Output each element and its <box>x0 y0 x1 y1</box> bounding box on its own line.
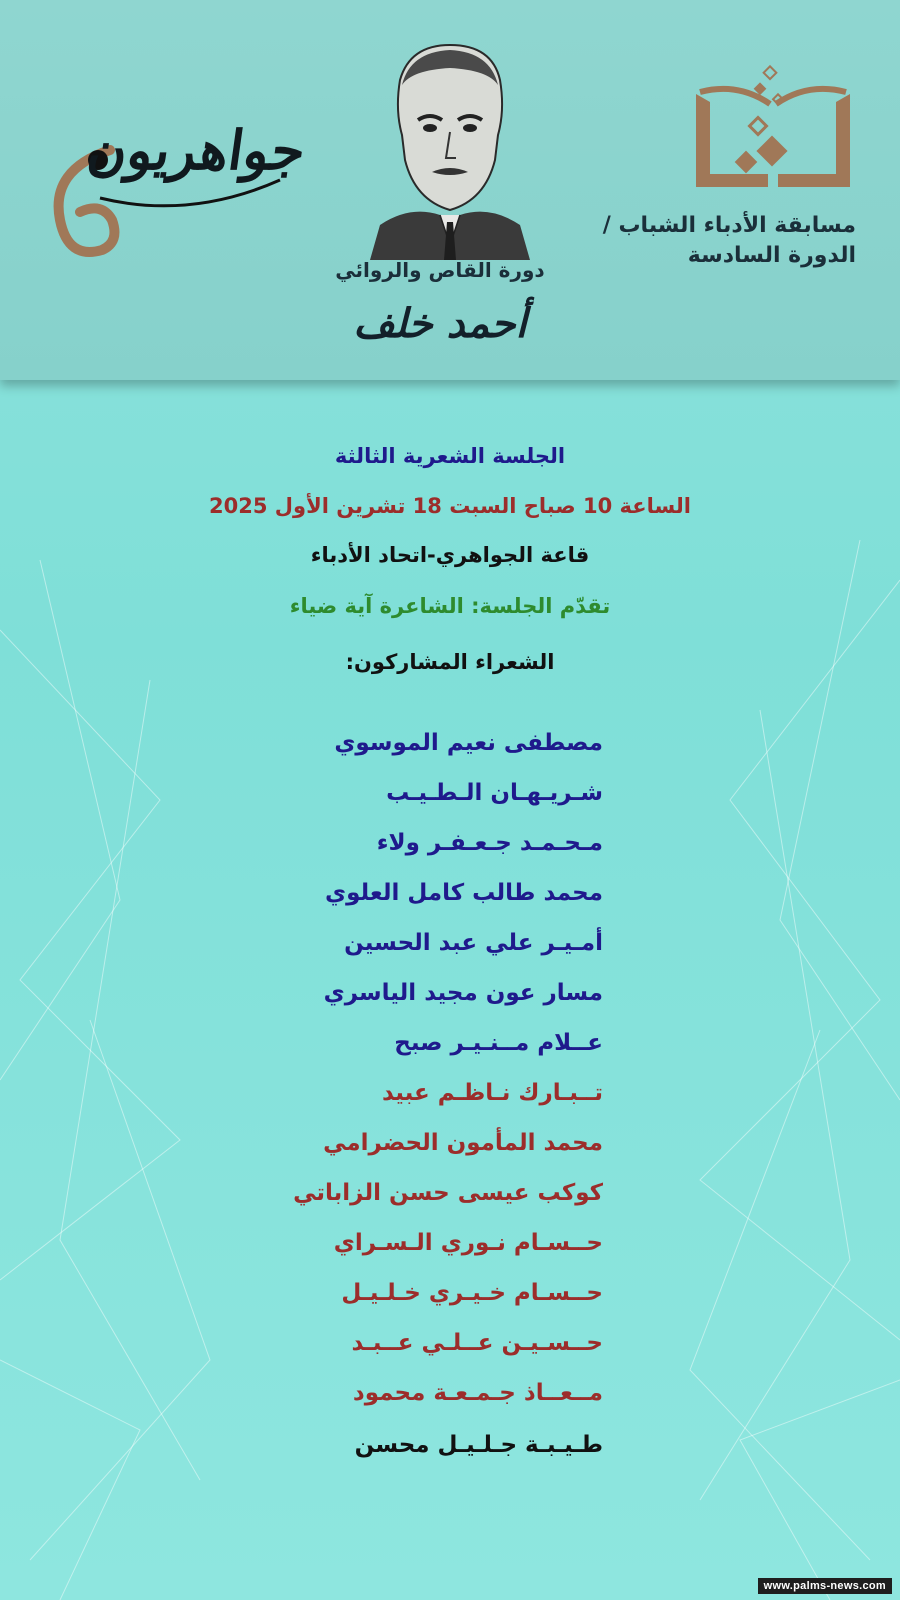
participants-heading: الشعراء المشاركون: <box>345 650 555 674</box>
poet-name: محمد المأمون الحضرامي <box>323 1130 603 1156</box>
poet-name: تــبـارك نـاظـم عبيد <box>381 1080 603 1106</box>
poet-name: مــعــاذ جـمـعـة محمود <box>352 1380 603 1406</box>
poster-header <box>0 0 900 380</box>
contest-title: مسابقة الأدباء الشباب / <box>602 213 856 238</box>
poet-name: مـحـمـد جـعـفـر ولاء <box>376 830 603 856</box>
course-label: دورة القاص والروائي <box>335 258 545 282</box>
session-datetime: الساعة 10 صباح السبت 18 تشرين الأول 2025 <box>209 494 691 518</box>
poet-name: مصطفى نعيم الموسوي <box>334 730 603 756</box>
poet-name: شـريـهـان الـطـيـب <box>386 780 603 806</box>
poet-name: حــسـام نـوري الـسـراي <box>333 1230 603 1256</box>
poet-name: أمـيـر علي عبد الحسين <box>344 930 603 956</box>
poet-name: كوكب عيسى حسن الزاباتي <box>293 1180 603 1206</box>
poet-name: عــلام مــنـيـر صبح <box>394 1030 603 1056</box>
poet-name: طـيـبـة جـلـيـل محسن <box>354 1432 603 1458</box>
author-signature: أحمد خلف <box>353 300 527 347</box>
author-portrait <box>370 40 530 260</box>
jawahiri-logo-text: جواهريون <box>83 118 310 182</box>
session-venue: قاعة الجواهري-اتحاد الأدباء <box>310 543 590 567</box>
book-logo-icon <box>688 62 858 207</box>
poet-name: حــسـيـن عــلـي عــبـد <box>351 1330 603 1356</box>
session-title: الجلسة الشعرية الثالثة <box>334 444 566 468</box>
session-presenter: تقدّم الجلسة: الشاعرة آية ضياء <box>289 594 611 618</box>
poet-name: مسار عون مجيد الياسري <box>323 980 603 1006</box>
poet-name: محمد طالب كامل العلوي <box>325 880 603 906</box>
contest-edition: الدورة السادسة <box>687 243 856 268</box>
site-watermark: www.palms-news.com <box>758 1578 892 1594</box>
poet-name: حــسـام خـيـري خـلـيـل <box>341 1280 603 1306</box>
